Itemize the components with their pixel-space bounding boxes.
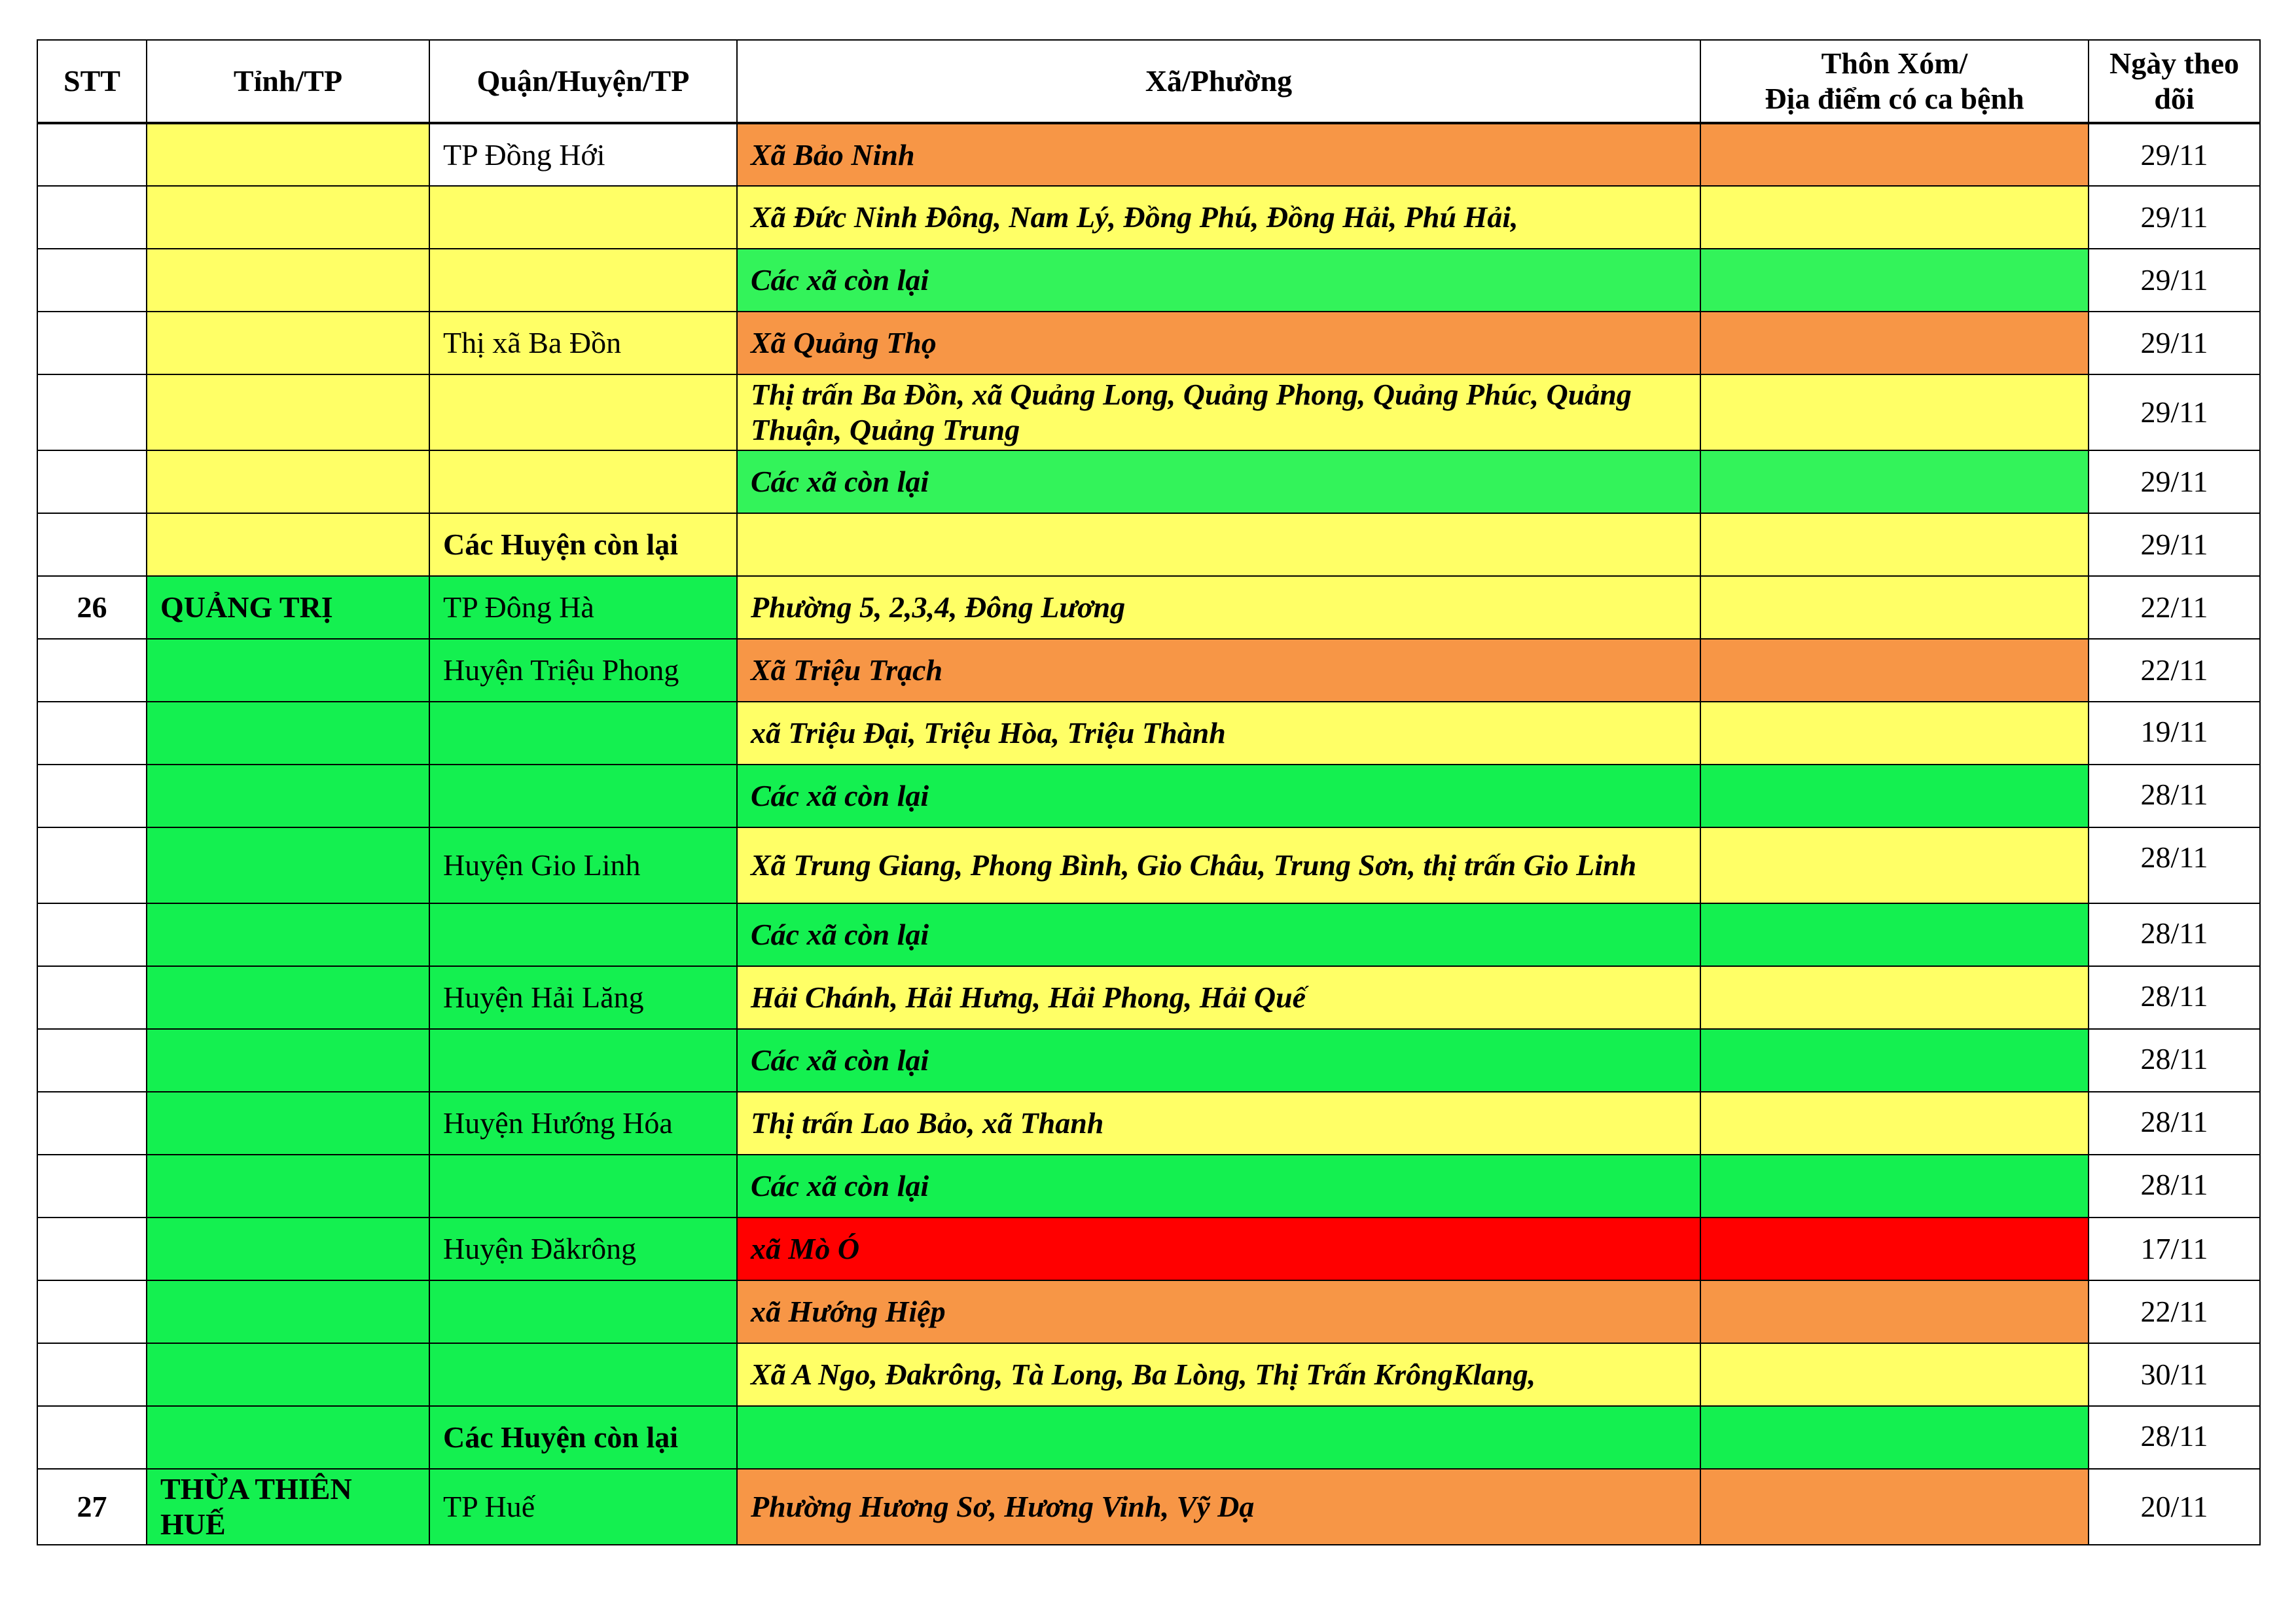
cell-province bbox=[147, 966, 429, 1029]
table-row bbox=[37, 1406, 2260, 1469]
table-row bbox=[37, 903, 2260, 966]
table-row bbox=[37, 1218, 2260, 1280]
cell-province bbox=[147, 186, 429, 249]
cell-stt bbox=[37, 186, 147, 249]
cell-date: 29/11 bbox=[2089, 312, 2260, 374]
cell-province bbox=[147, 1406, 429, 1469]
header-hamlet-line2: Địa điểm có ca bệnh bbox=[1765, 82, 2024, 115]
table-row bbox=[37, 1343, 2260, 1406]
cell-district bbox=[429, 702, 737, 765]
cell-stt bbox=[37, 1280, 147, 1343]
cell-province bbox=[147, 1029, 429, 1092]
cell-stt bbox=[37, 123, 147, 186]
cell-ward: Các xã còn lại bbox=[737, 450, 1700, 513]
cell-province bbox=[147, 765, 429, 827]
cell-date: 30/11 bbox=[2089, 1343, 2260, 1406]
cell-hamlet bbox=[1700, 576, 2089, 639]
table-row bbox=[37, 1469, 2260, 1545]
header-date-line1: Ngày theo bbox=[2109, 46, 2240, 80]
cell-province bbox=[147, 639, 429, 702]
cell-district bbox=[429, 1155, 737, 1218]
cell-stt bbox=[37, 765, 147, 827]
cell-province bbox=[147, 1343, 429, 1406]
cell-province bbox=[147, 513, 429, 576]
cell-district: TP Huế bbox=[429, 1469, 737, 1545]
table-row bbox=[37, 513, 2260, 576]
cell-stt: 27 bbox=[37, 1469, 147, 1545]
header-date-line2: dõi bbox=[2154, 82, 2195, 115]
table-row bbox=[37, 1155, 2260, 1218]
cell-hamlet bbox=[1700, 1155, 2089, 1218]
table-body bbox=[37, 123, 2260, 1545]
cell-stt bbox=[37, 1218, 147, 1280]
cell-stt bbox=[37, 1155, 147, 1218]
cell-province bbox=[147, 123, 429, 186]
cell-date: 29/11 bbox=[2089, 249, 2260, 312]
cell-district: Thị xã Ba Đồn bbox=[429, 312, 737, 374]
cell-district bbox=[429, 374, 737, 450]
table-header bbox=[37, 40, 2260, 123]
cell-ward: Các xã còn lại bbox=[737, 765, 1700, 827]
cell-district bbox=[429, 249, 737, 312]
cell-stt bbox=[37, 374, 147, 450]
cell-stt bbox=[37, 702, 147, 765]
cell-stt bbox=[37, 1029, 147, 1092]
cell-hamlet bbox=[1700, 827, 2089, 903]
table-row bbox=[37, 186, 2260, 249]
cell-date: 22/11 bbox=[2089, 1280, 2260, 1343]
cell-ward: Các xã còn lại bbox=[737, 1029, 1700, 1092]
cell-date: 29/11 bbox=[2089, 513, 2260, 576]
cell-ward: xã Hướng Hiệp bbox=[737, 1280, 1700, 1343]
cell-district bbox=[429, 1029, 737, 1092]
cell-stt bbox=[37, 639, 147, 702]
table-row bbox=[37, 249, 2260, 312]
table-row bbox=[37, 765, 2260, 827]
cell-date: 28/11 bbox=[2089, 1092, 2260, 1155]
cell-district: Các Huyện còn lại bbox=[429, 1406, 737, 1469]
cell-date: 22/11 bbox=[2089, 576, 2260, 639]
table-row bbox=[37, 702, 2260, 765]
cell-district bbox=[429, 1343, 737, 1406]
cell-district bbox=[429, 765, 737, 827]
cell-district: Huyện Gio Linh bbox=[429, 827, 737, 903]
cell-district bbox=[429, 450, 737, 513]
cell-province bbox=[147, 702, 429, 765]
cell-stt: 26 bbox=[37, 576, 147, 639]
cell-province bbox=[147, 1155, 429, 1218]
cell-ward: Hải Chánh, Hải Hưng, Hải Phong, Hải Quế bbox=[737, 966, 1700, 1029]
cell-date: 28/11 bbox=[2089, 827, 2260, 903]
cell-date: 28/11 bbox=[2089, 1029, 2260, 1092]
cell-province bbox=[147, 450, 429, 513]
cell-ward: Xã Triệu Trạch bbox=[737, 639, 1700, 702]
cell-hamlet bbox=[1700, 903, 2089, 966]
cell-hamlet bbox=[1700, 450, 2089, 513]
cell-date: 28/11 bbox=[2089, 1155, 2260, 1218]
cell-province: QUẢNG TRỊ bbox=[147, 576, 429, 639]
cell-province: THỪA THIÊN HUẾ bbox=[147, 1469, 429, 1545]
header-stt: STT bbox=[37, 40, 147, 123]
cell-hamlet bbox=[1700, 312, 2089, 374]
cell-province bbox=[147, 312, 429, 374]
cell-district: TP Đông Hà bbox=[429, 576, 737, 639]
cell-stt bbox=[37, 1406, 147, 1469]
cell-province bbox=[147, 1218, 429, 1280]
cell-stt bbox=[37, 312, 147, 374]
cell-hamlet bbox=[1700, 966, 2089, 1029]
cell-district bbox=[429, 186, 737, 249]
cell-stt bbox=[37, 249, 147, 312]
cell-hamlet bbox=[1700, 1343, 2089, 1406]
header-hamlet bbox=[1700, 40, 2089, 123]
cell-hamlet bbox=[1700, 1280, 2089, 1343]
cell-stt bbox=[37, 903, 147, 966]
cell-hamlet bbox=[1700, 1092, 2089, 1155]
cell-stt bbox=[37, 1343, 147, 1406]
cell-stt bbox=[37, 966, 147, 1029]
cell-date: 19/11 bbox=[2089, 702, 2260, 765]
cell-province bbox=[147, 249, 429, 312]
cell-hamlet bbox=[1700, 765, 2089, 827]
cell-hamlet bbox=[1700, 1469, 2089, 1545]
table-row bbox=[37, 312, 2260, 374]
cell-ward: Các xã còn lại bbox=[737, 903, 1700, 966]
cell-date: 28/11 bbox=[2089, 1406, 2260, 1469]
table-row bbox=[37, 1280, 2260, 1343]
cell-ward: Các xã còn lại bbox=[737, 249, 1700, 312]
cell-hamlet bbox=[1700, 1406, 2089, 1469]
cell-ward: Xã Quảng Thọ bbox=[737, 312, 1700, 374]
cell-date: 29/11 bbox=[2089, 374, 2260, 450]
cell-ward: Xã A Ngo, Đakrông, Tà Long, Ba Lòng, Thị Trấn KrôngKlang, bbox=[737, 1343, 1700, 1406]
table-row bbox=[37, 450, 2260, 513]
table-row bbox=[37, 1092, 2260, 1155]
cell-ward: Phường Hương Sơ, Hương Vinh, Vỹ Dạ bbox=[737, 1469, 1700, 1545]
cell-date: 28/11 bbox=[2089, 966, 2260, 1029]
cell-province bbox=[147, 903, 429, 966]
cell-ward: Xã Đức Ninh Đông, Nam Lý, Đồng Phú, Đồng Hải, Phú Hải, bbox=[737, 186, 1700, 249]
cell-ward bbox=[737, 1406, 1700, 1469]
cell-stt bbox=[37, 1092, 147, 1155]
cell-stt bbox=[37, 450, 147, 513]
table-row bbox=[37, 123, 2260, 186]
cell-hamlet bbox=[1700, 186, 2089, 249]
cell-ward: Xã Trung Giang, Phong Bình, Gio Châu, Trung Sơn, thị trấn Gio Linh bbox=[737, 827, 1700, 903]
table-row bbox=[37, 576, 2260, 639]
cell-district: Huyện Hướng Hóa bbox=[429, 1092, 737, 1155]
cell-date: 29/11 bbox=[2089, 123, 2260, 186]
cell-district: Huyện Đăkrông bbox=[429, 1218, 737, 1280]
cell-hamlet bbox=[1700, 1029, 2089, 1092]
cell-hamlet bbox=[1700, 249, 2089, 312]
cell-district: TP Đồng Hới bbox=[429, 123, 737, 186]
cell-province bbox=[147, 1280, 429, 1343]
cell-date: 29/11 bbox=[2089, 450, 2260, 513]
cell-hamlet bbox=[1700, 513, 2089, 576]
cell-province bbox=[147, 827, 429, 903]
cell-ward: Thị trấn Lao Bảo, xã Thanh bbox=[737, 1092, 1700, 1155]
cell-date: 28/11 bbox=[2089, 903, 2260, 966]
cell-province bbox=[147, 1092, 429, 1155]
cell-hamlet bbox=[1700, 702, 2089, 765]
cell-hamlet bbox=[1700, 123, 2089, 186]
cell-ward: xã Mò Ó bbox=[737, 1218, 1700, 1280]
table-row bbox=[37, 966, 2260, 1029]
header-row bbox=[37, 40, 2260, 123]
cell-district bbox=[429, 903, 737, 966]
cell-date: 20/11 bbox=[2089, 1469, 2260, 1545]
header-district: Quận/Huyện/TP bbox=[429, 40, 737, 123]
cell-ward bbox=[737, 513, 1700, 576]
cell-date: 29/11 bbox=[2089, 186, 2260, 249]
cell-hamlet bbox=[1700, 639, 2089, 702]
cell-hamlet bbox=[1700, 374, 2089, 450]
table-row bbox=[37, 639, 2260, 702]
table-row bbox=[37, 827, 2260, 903]
cell-province bbox=[147, 374, 429, 450]
header-hamlet-line1: Thôn Xóm/ bbox=[1821, 46, 1968, 80]
cell-district: Các Huyện còn lại bbox=[429, 513, 737, 576]
cell-ward: Phường 5, 2,3,4, Đông Lương bbox=[737, 576, 1700, 639]
cell-district: Huyện Hải Lăng bbox=[429, 966, 737, 1029]
cell-date: 28/11 bbox=[2089, 765, 2260, 827]
table-row bbox=[37, 1029, 2260, 1092]
header-ward: Xã/Phường bbox=[737, 40, 1700, 123]
cell-stt bbox=[37, 513, 147, 576]
cell-district bbox=[429, 1280, 737, 1343]
covid-zone-table bbox=[37, 39, 2261, 1545]
header-date bbox=[2089, 40, 2260, 123]
cell-stt bbox=[37, 827, 147, 903]
cell-ward: Thị trấn Ba Đồn, xã Quảng Long, Quảng Phong, Quảng Phúc, Quảng Thuận, Quảng Trung bbox=[737, 374, 1700, 450]
cell-date: 22/11 bbox=[2089, 639, 2260, 702]
cell-ward: Các xã còn lại bbox=[737, 1155, 1700, 1218]
cell-date: 17/11 bbox=[2089, 1218, 2260, 1280]
cell-hamlet bbox=[1700, 1218, 2089, 1280]
cell-district: Huyện Triệu Phong bbox=[429, 639, 737, 702]
table-row bbox=[37, 374, 2260, 450]
cell-ward: Xã Bảo Ninh bbox=[737, 123, 1700, 186]
cell-ward: xã Triệu Đại, Triệu Hòa, Triệu Thành bbox=[737, 702, 1700, 765]
header-province: Tỉnh/TP bbox=[147, 40, 429, 123]
